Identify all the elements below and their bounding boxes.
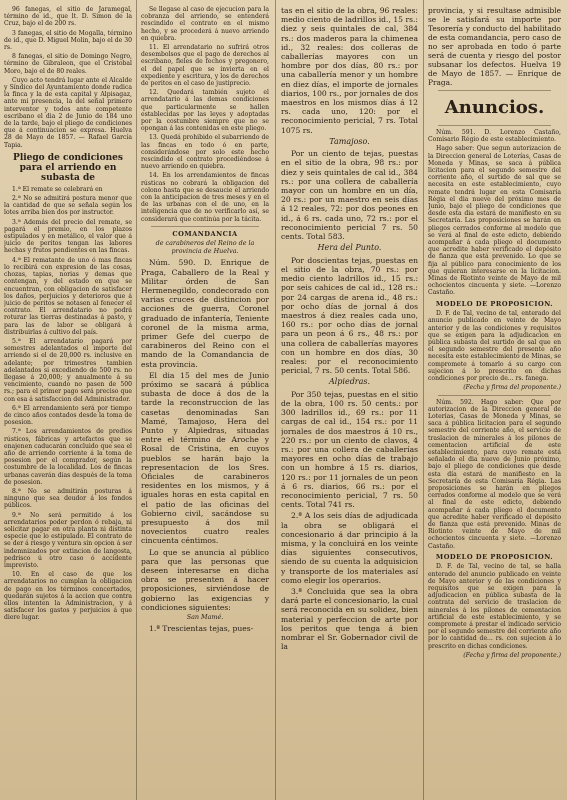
divider	[438, 90, 551, 91]
announcement: Hago saber: Que segun autorizacion de la Direccion general de Loterías, Casas de Moneda y Minas, se saca á pública licitacion para el segundo semestre del corriente año, el surtido de sal que se necesita en este establecimiento, cuyo remate tendrá lugar en esta Comisaría Régia el dia nueve del próximo mes de Junio, bajo el pliego de condiciones que desde esta dia estará de manifiesto en su Secretaría. Las proposiciones se harán en pliegos cerrados conforme al modelo que se verá al final de este edicto, debiendo acompañar á cada pliego el documento que acredite haber verificado el depósito de fianza que está prevenido. Lo que se fija al público para conocimiento de los que quieran interesarse en la licitacion. Minas de Riotinto veinte de Mayo de mil ochocientos cincuenta y siete. —Lorenzo Castaño.	[428, 145, 561, 297]
clause: 12. Quedará también sujeto el arrendatario á las demas condiciones que particularmente se hallen establecidas por las leyes y adoptadas por la costumbre siempre que no se opongan á las contenidas en este pliego.	[141, 89, 269, 133]
clause: 10. En el caso de que los arrendatarios no cumplan la obligacion de pago en los términos concertados, quedarán sujetos á la accion que contra ellos intenten la Administracion, y á satisfacer los gastos y perjuicios á que diere lugar.	[4, 571, 132, 622]
divider	[151, 226, 259, 227]
pliego-heading: Pliego de condiciones para el arriendo en subasta de	[13, 152, 123, 183]
paragraph: 8 fanegas, el sitio de Domingo Negro, término de Gibraleon, que el Cristobal Moro, bajo el de 80 reales.	[4, 53, 132, 75]
paragraph: Cuyo acto tendrá lugar ante el Alcalde y Síndico del Ayuntamiento donde radica la finca y la de esta capital y Alpisagaz, ante mi presencia, la del señal primero interventor y todos ante competente escribano el dia 2 de Junio de 184 uno de la tarde, bajo el pliego de condiciones que á continuacion se expresa. Huelva 28 de Mayo de 1857. — Rafael García Tapia.	[4, 76, 132, 149]
divider	[438, 395, 551, 396]
model-text: D. F. de Tal, vecino de tal, enterado del anuncio publicado en veinte de Mayo anterior y de las condiciones y requisitos que se exigen para la adjudicacion en pública subasta del surtido de sal que en el segundo semestre del presente año necesita este establecimiento de Minas, se compromete á tomarlo á su cargo con sujecion á lo prescrito en dichas condiciones por precio de... rs. fanega.	[428, 310, 561, 383]
model-title: MODELO DE PROPOSICION.	[435, 552, 554, 561]
clause: 11. El arrendatario no sufrirá otros desembolsos que el pago de derechos al escribano, fieles de fechos y pregonero, el del papel que se invierta en el expediente y escritura, y los de derechos de peritos en el caso de justiprecio.	[141, 44, 269, 88]
paragraph: El dia 15 del mes de Junio próximo se sacará á pública subasta de doce á dos de la tarde la reconstruccion de las casetas denominadas San Mamé, Tamajoso, Hera del Punto y Alpiedras, situadas entre el término de Aroche y Rosal de Cristina, en cuyos pueblos se harán bajo la representacion de los Sres. Oficiales de carabineros residentes en los mismos, y á iguales horas en esta capital en el patio de las oficinas del Gobierno civil, sacándose su presupuesto á dos mil novecientos cuatro reales cincuenta céntimos.	[141, 370, 269, 546]
paragraph: tas en el sitio de la obra, 96 reales: medio ciento de ladrillos id., 15 rs.: diez y seis quintales de cal, 384 rs.: dos maderos para la chimenea id., 32 reales: dos colleras de caballerías mayores con un hombre por dos días, 80 rs.: por una caballería menor y un hombre en diez días, el importe de jornales diarios, 100 rs., por jornales de dos maestros en los mismos días á 12 rs. cada uno, 120: por el reconocimiento pericial, 7 rs. Total 1075 rs.	[281, 6, 418, 135]
announcement: Núm. 591. D. Lorenzo Castaño, Comisario Régio de este establecimiento.	[428, 129, 561, 144]
paragraph: 96 fanegas, el sitio de Jaramegal, término de id., que lt. D. Simon de la Cruz, bajo el de 200 rs.	[4, 6, 132, 28]
column-rule	[136, 0, 137, 800]
clause: 6.ª El arrendamiento será por tiempo de cinco años contados desde la toma de posesion.	[4, 404, 132, 427]
section-subheading: de carabineros del Reino de la provincia de Huelva.	[155, 239, 255, 255]
divider	[438, 125, 551, 126]
clause: 3.ª Además del precio del remate, se pagará el premio, en los plazos estipulados y en metálico, el valor que á juicio de peritos tengan las labores hechas y frutos pendientes en las fincas.	[4, 218, 132, 255]
clause: 9.ª No será permitido á los arrendatarios poder perdon ó rebaja, ni solicitar pagar en otra planta ni distinta especie que lo estipulado. El contrato de se der á riesgo y ventura sin opcion á ser indemnizados por extincion de langosta, pedrisco ú otro caso ó accidente imprevisto.	[4, 511, 132, 570]
anuncios-title: Anuncios.	[444, 97, 545, 118]
clause: 1.ª El remate se celebrará en	[12, 185, 103, 193]
clause: 5.ª El arrendatario pagará por semestres adelantados el importe del arriendo si el de 20,000 rs. inclusive en adelante; por trimestres tambien adelantados si excediendo de 500 rs. no llegase á 20,000; y anualmente á su vencimiento, cuando no pasen de 500 rs.; para el primer pago será preciso que con esa á satisfaccion del Administrador.	[4, 337, 132, 403]
model-text: D. F. de Tal, vecino de tal, se halla enterado del anuncio publicado en veinte de Mayo anterior y de las condiciones y requisitos que se exigen para la adjudicacion en pública subasta de la contrata del servicio de traslacion de minerales á los pilones de cementacion artificial de este establecimiento, y se compromete á prestar el indicado servicio por el segundo semestre del corriente año por lo cantidad de... rs. con sujecion á lo prescrito en dichas condiciones.	[428, 563, 561, 650]
paragraph: 3 fanegas, el sitio de Mogalla, término de id., que D. Miguel Molin, bajo el de 30 rs.	[4, 29, 132, 52]
column-3	[281, 6, 418, 794]
column-rule	[275, 0, 276, 800]
column-4	[428, 6, 561, 794]
paragraph: 1.ª Trescientas tejas, pues-	[149, 624, 254, 634]
paragraph: Por 350 tejas, puestas en el sitio de la obra, 100 rs. 50 cents.: por 300 ladrillos id., 69 rs.: por 11 cargas de cal id., 154 rs.: por 11 jornales de dos maestros á 10 rs., 220 rs.: por un ciento de clavos, 4 rs.: por una collera de caballerías mayores en ocho días de trabajo con un hombre á 15 rs. diarios, 120 rs.: por 11 jornales de un peon á 6 rs. diarios, 66 rs.: por el reconocimiento pericial, 7 rs. 50 cents. Total 741 rs.	[281, 389, 418, 510]
paragraph: provincia, y si resultase admisible se le satisfará su importe por Tesorería y conducto del habilitado de esta comandancia, pero caso de no ser aprobada en todo ó parte será de cuenta y riesgo del postor subsanar los defectos. Huelva 19 de Mayo de 1857. — Enrique de Praga.	[428, 6, 561, 87]
column-2	[141, 6, 269, 794]
clause: 2.ª No se admitirá postura menor que la cantidad de que se señala según los lotes arriba bien dos por instructor.	[4, 195, 132, 217]
clause: 7.ª Los arrendamientos de predios rústicos, fábricas y artefactos que se enajenen caducarán concluido que sea el año de arriendo corriente á la toma de posesion por el comprador, según la costumbre de la localidad. Los de fincas urbanas caverán dias después de la toma de posesion.	[4, 428, 132, 486]
clause: 13. Quedá prohibido el subarriendo de las fincas en todo ó en parte, considerándose por solo este hecho rescindido el contrato procediéndose á nuevo arriendo en quiebra.	[141, 134, 269, 171]
clause: 3.ª Concluida que sea la obra dará parte el concesionario, la cual será reconocida en su solidez, bien material y perfeccion de arte por los peritos que tenga á bien nombrar el Sr. Gobernador civil de la	[281, 587, 418, 652]
paragraph: Núm. 590. D. Enrique de Praga, Caballero de la Real y Militar órden de San Hermenegildo, condecorado con varias cruces de distincion por acciones de guerra, Coronel graduado de infantería, Teniente coronel de la misma arma, primer Gefe del cuerpo de carabineros del Reino con el mando de la Comandancia de esta provincia.	[141, 258, 269, 369]
column-1	[4, 6, 132, 794]
section-title: Hera del Punto.	[317, 243, 382, 253]
section-title: Tamajoso.	[329, 136, 370, 146]
paragraph: Por doscientas tejas, puestas en el sitio de la obra, 70 rs.: por medio ciento ladrillos id., 15 rs.: por seis cahices de cal id., 128 rs.: por 24 cargas de arena id., 48 rs.: por ocho días de jornal á dos maestros á diez reales cada uno, 160 rs.: por ocho días de jornal para un peon á 6 rs., 48 rs.: por una collera de caballerías mayores con un hombre en dos días, 30 reales: por el reconocimiento pericial, 7 rs. 50 cents. Total 586.	[281, 255, 418, 376]
section-title: San Mamé.	[186, 613, 224, 622]
announcement: Núm. 592. Hago saber: Que por autorizacion de la Direccion general de Loterías, Casas de Moneda y Minas, se saca á pública licitacion para el segundo semestre del corriente año, el servicio de traslacion de minerales á los pilones de cementacion artificial de este establecimiento, para cuyo remate está señalado el dia nueve de Junio próximo, bajo el pliego de condiciones que desde esta día estará de manifiesto en la Secretaría de esta Comisaría Régia. Las proposiciones se harán en pliegos cerrados conforme al modelo que se verá al final de este edicto, debiendo acompañar á cada pliego el documento que acredite haber verificado el depósito de fianza que está prevenido. Minas de Riotinto veinte de Mayo de mil ochocientos cincuenta y siete. —Lorenzo Castaño.	[428, 398, 561, 550]
model-signature: (Fecha y firma del proponente.)	[463, 651, 561, 659]
clause: 4.ª El rematante de uno ó mas fincas lo recibirá con expresion de las cosas, chozas, tapias, norias y demas que contengan, y del estado en que se encuentran, con obligacion de satisfacer los daños, perjuicios y deterioros que á juicio de peritos se notasen al fenecer el contrato. El arrendatario no podrá roturar las tierras destinadas á pasto, y para las de labor se obligará á distribuirlas á cultivo del país.	[4, 256, 132, 336]
section-title: Alpiedras.	[328, 377, 371, 387]
paragraph: Lo que se anuncia al público para que las personas que deseen interesarse en dicha obra se presenten á hacer proposiciones, sirviéndose de gobierno las exigencias y condiciones siguientes:	[141, 547, 269, 612]
model-title: MODELO DE PROPOSICION.	[435, 299, 554, 308]
model-signature: (Fecha y firma del proponente.)	[463, 384, 561, 392]
paragraph: Por un ciento de tejas, puestas en el sitio de la obra, 98 rs.: por diez y seis quintales de cal id., 384 rs.: por una collera de caballería mayor con un hombre en un día, 20 rs.: por un maestro en seis días á 12 reales, 72: por dos peones en id., á 6 rs. cada uno, 72 rs.: por el reconocimiento pericial 7 rs. 50 cents. Total 583.	[281, 149, 418, 242]
clause: 2.ª A los seis días de adjudicada la obra se obligará el concesionario á dar principio á la misma, y la concluirá en los veinte días siguientes consecutivos, siendo de su cuenta la adquisicion y transporte de los materiales así como elegir los operarios.	[281, 511, 418, 585]
clause: 14. En los arrendamientos de fincas rústicas no cobrará la obligacion del colono hasta que se desaucie el arriendo con la anticipacion de tres meses y en el de las urbanas con el de uno, en la inteligencia que de no verificarlo así, se considerará que continúa por la tácita.	[141, 172, 269, 223]
clause: 8.ª No se admitirán posturas á ninguno que sea deudor á los fondos públicos.	[4, 487, 132, 510]
column-rule	[423, 0, 424, 800]
section-heading: COMANDANCIA	[172, 229, 238, 238]
clause: Se llegase al caso de ejecucion para la cobranza del arriendo, se entenderá rescindido el contrato en el mismo hecho, y se procederá á nuevo arriendo en quiebra.	[141, 6, 269, 42]
